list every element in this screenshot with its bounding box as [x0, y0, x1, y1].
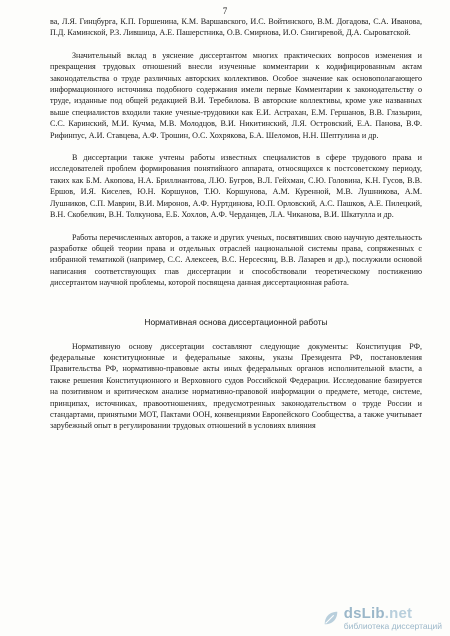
watermark-subtitle: библиотека диссертаций: [343, 620, 442, 631]
paragraph-normative-basis: Нормативную основу диссертации составляют следующие документы: Конституция РФ, федеральные конституционные и федеральные законы, указы Президента РФ, постановления Правительства РФ, нормативно-правовые акты иных федеральных органов исполнительной власти, а также решения Конституционного и Верховного судов Российской Федерации. Исследование базируется на позитивном и критическом анализе нормативно-правовой информации о предмете, методе, системе, принципах, источниках, правоотношениях, предусмотренных законодательством о труде России и стандартами, принятыми МОТ, Пактами ООН, конвенциями Европейского Сообщества, а также учитывает зарубежный опыт в регулировании трудовых отношений в условиях влияния: [50, 341, 422, 431]
document-body: [50, 16, 422, 432]
paragraph-theory-of-law: Работы перечисленных авторов, а также и других ученых, посвятивших свою научную деятельность разработке общей теории права и отдельных отраслей национальной системы права, сопряженных с избранной тематикой (например, С.С. Алексеев, В.С. Нерсесянц, В.В. Лазарев и др.), послужили основой написания соответствующих глав диссертации и способствовали теоретическому постижению диссертантом научной проблемы, которой посвящена данная диссертационная работа.: [50, 232, 422, 288]
leaf-logo-icon: [322, 609, 340, 627]
section-heading: Нормативная основа диссертационной работы: [144, 316, 328, 327]
page-number: 7: [222, 6, 228, 16]
dslib-watermark: [322, 606, 442, 631]
paragraph-post-soviet-authors: В диссертации также учтены работы известных специалистов в сфере трудового права и исследователей проблем формирования понятийного аппарата, относящихся к постсоветскому периоду, таких как Б.М. Акопова, Н.А. Бриллиантова, Л.Ю. Бугров, В.Л. Гейхман, С.Ю. Головина, К.Н. Гусов, В.В. Ершов, И.Я. Киселев, Ю.Н. Коршунов, Т.Ю. Коршунова, А.М. Куренной, М.В. Лушникова, А.М. Лушников, С.П. Маврин, В.И. Миронов, А.Ф. Нуртдинова, Ю.П. Орловский, А.С. Пашков, А.Е. Пилецкий, В.Н. Скобелкин, В.Н. Толкунова, Е.Б. Хохлов, А.Ф. Черданцев, Л.А. Чиканова, В.И. Шкатулла и др.: [50, 153, 422, 220]
watermark-brand: dsLib.net: [343, 604, 413, 622]
paragraph-commentaries: Значительный вклад в уяснение диссертантом многих практических вопросов изменения и прекращения трудовых отношений внесли изученные комментарии к кодифицированным актам законодательства о труде различных авторских коллективов. Особое значение как основополагающего информационного источника подобного содержания имели первые Комментарии к законодательству о труде, изданные под общей редакцией В.И. Теребилова. В авторские коллективы, кроме уже названных выше специалистов входили такие ученые-трудовики как Е.И. Астрахан, Е.М. Гершанов, В.В. Глазырин, С.С. Каринский, М.И. Кучма, М.В. Молодцов, В.И. Никитинский, Л.Я. Островский, Е.А. Панова, В.Ф. Рифинпус, А.И. Ставцева, А.Ф. Трошин, О.С. Хохрякова, Б.А. Шеломов, Н.Н. Шептулина и др.: [50, 50, 422, 140]
paragraph-author-list-continuation: ва, Л.Я. Гинцбурга, К.П. Горшенина, К.М. Варшавского, И.С. Войтинского, В.М. Догадова, С.А. Иванова, П.Д. Каминской, Р.З. Лившица, А.Е. Пашерстника, О.В. Смирнова, И.О. Снигиревой, Д.А. Сыроватской.: [50, 17, 422, 38]
